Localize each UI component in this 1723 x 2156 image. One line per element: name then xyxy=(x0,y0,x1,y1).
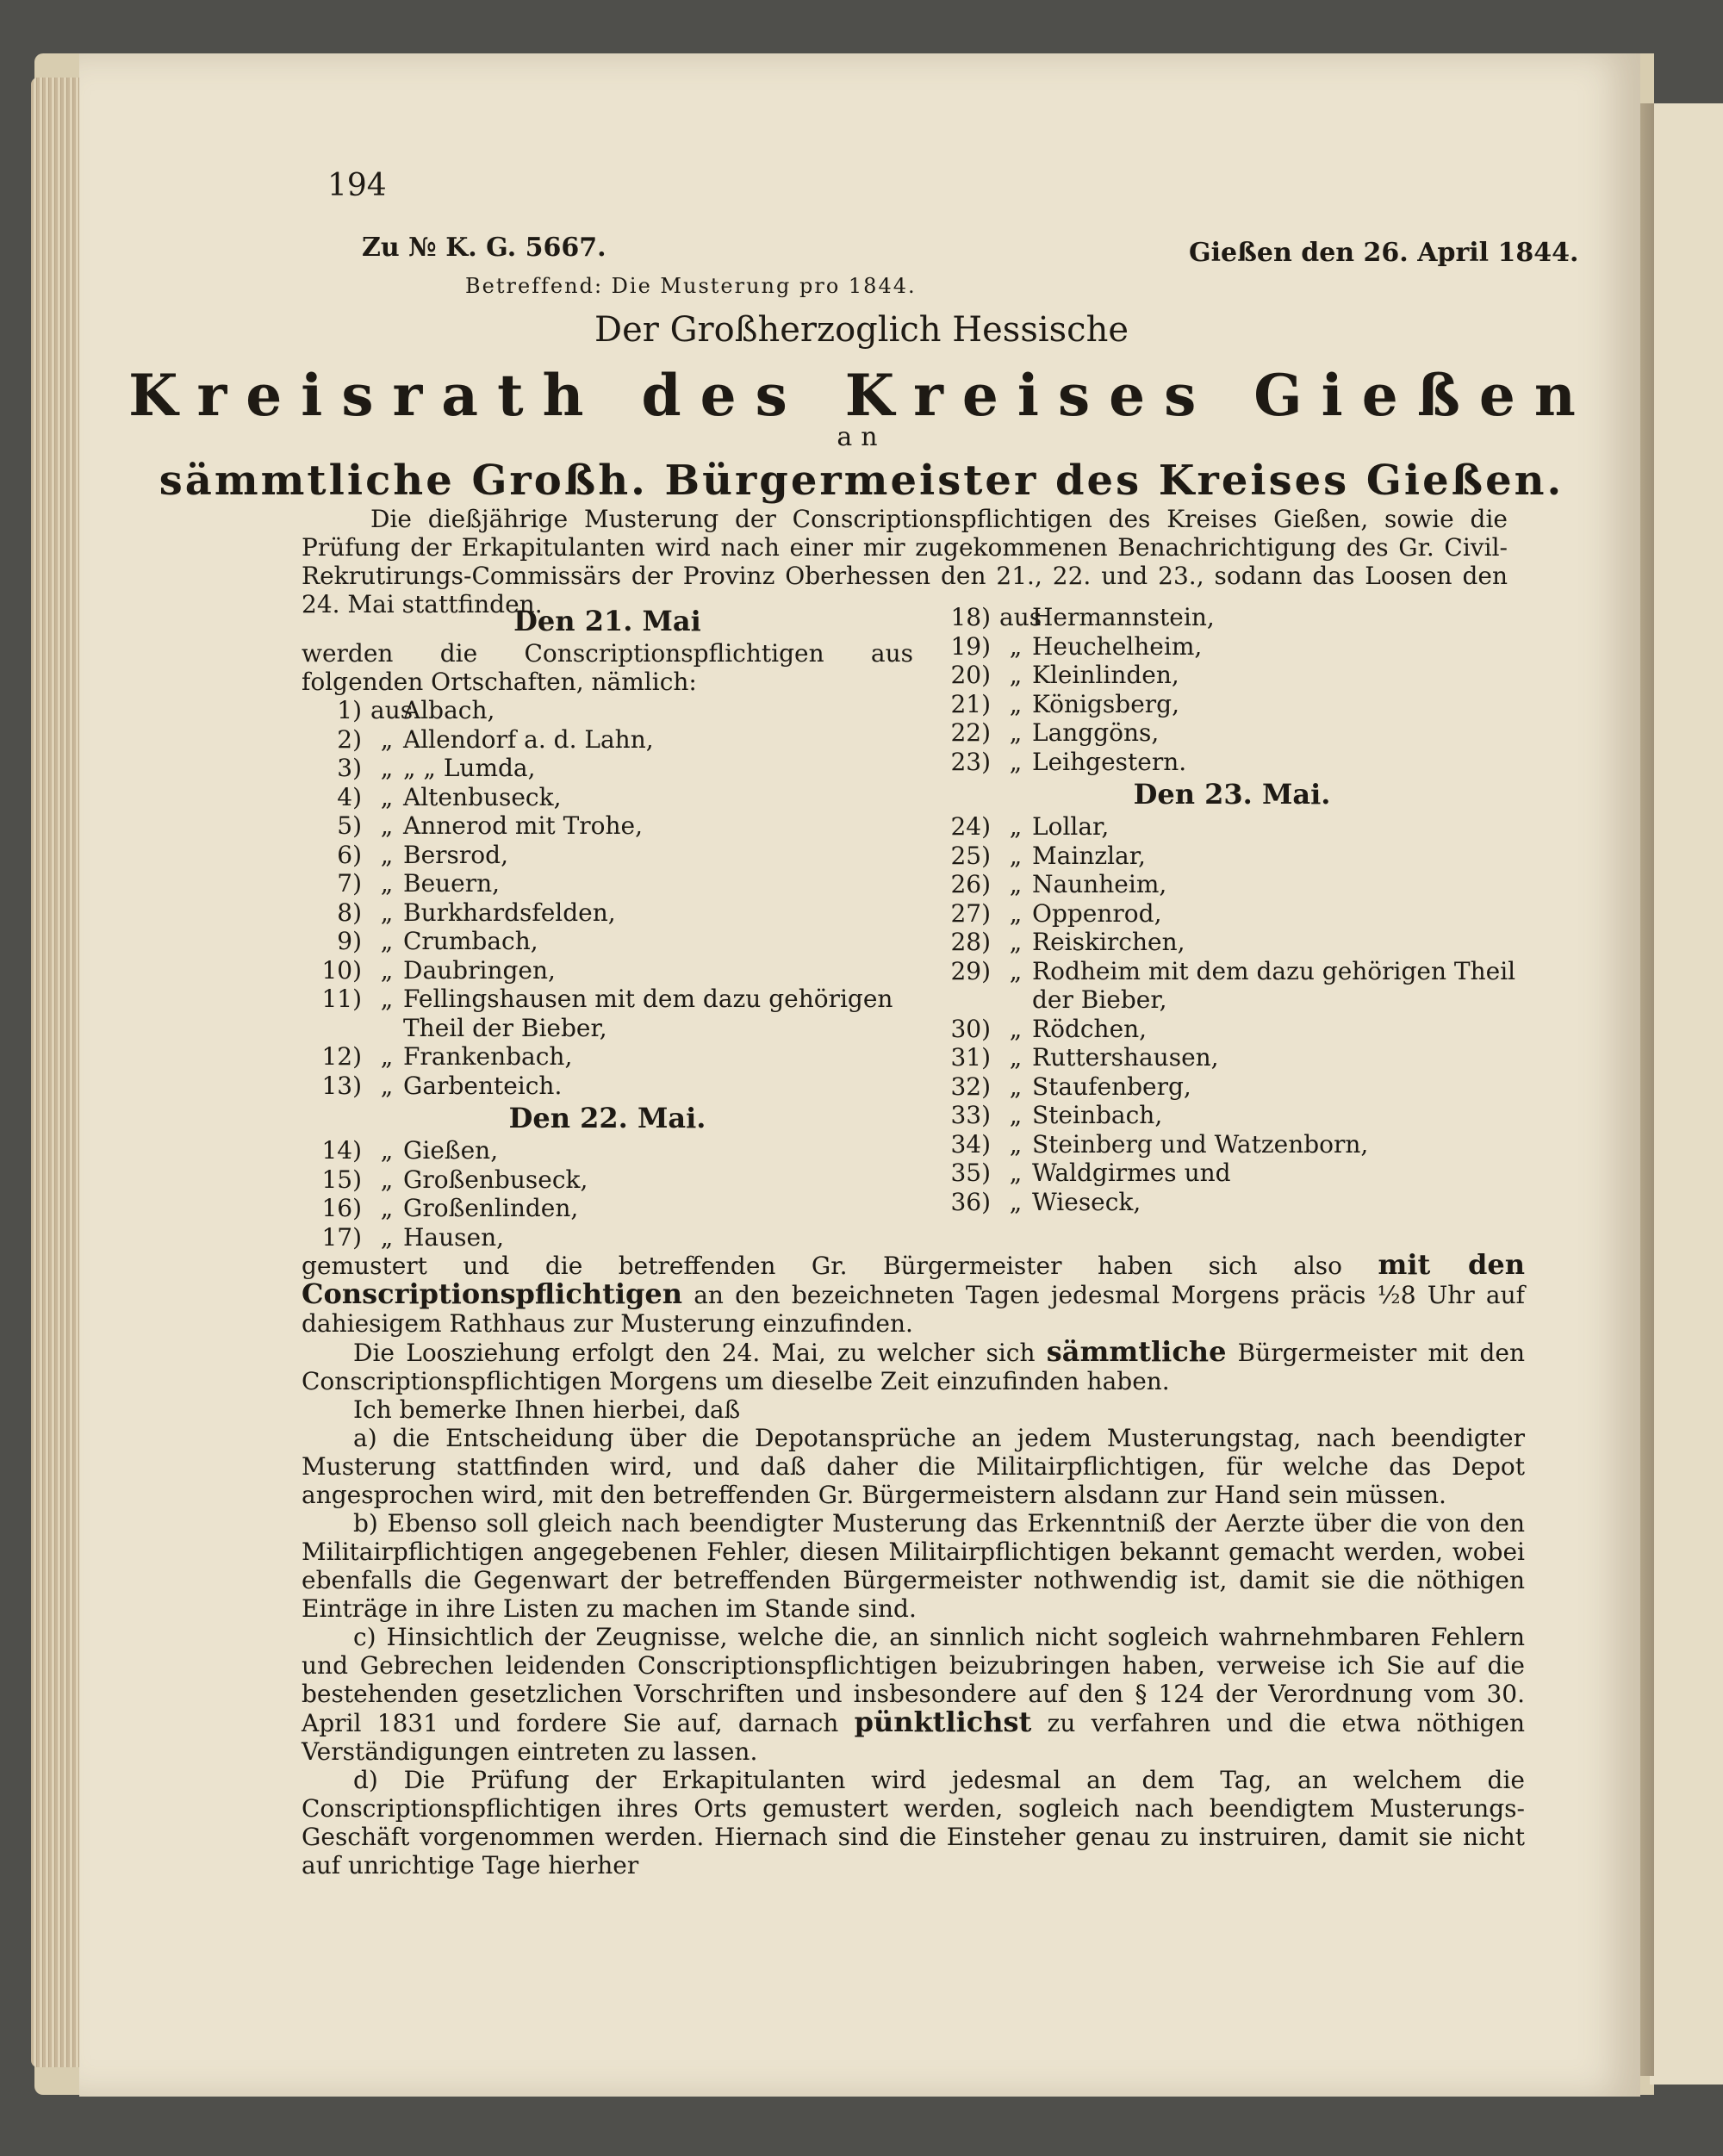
item-mark: „ xyxy=(1009,812,1023,841)
item-place-name: Burkhardsfelden, xyxy=(403,898,616,927)
list-item xyxy=(930,957,1533,986)
item-mark: „ xyxy=(380,1071,394,1100)
paragraph-b: b) Ebenso soll gleich nach beendigter Musterung das Erkenntniß der Aerzte über die von den Militairpflichtigen angegebenen Fehler, diesen Militairpflichtigen bekannt gemacht werden, wobei ebenfalls die Gegenwart der betreffenden Bürgermeister nothwendig ist, damit sie die nöthigen Einträge in ihre Listen zu machen im Stande sind. xyxy=(302,1509,1525,1623)
list-item xyxy=(302,1072,913,1101)
item-place-name: Naunheim, xyxy=(1032,870,1167,898)
item-place-name: Staufenberg, xyxy=(1032,1072,1191,1101)
item-mark: „ xyxy=(380,1136,394,1165)
item-place-name: Oppenrod, xyxy=(1032,898,1162,928)
item-place-name: Mainzlar, xyxy=(1032,841,1146,870)
item-place-name: Langgöns, xyxy=(1032,718,1160,747)
item-place-name: Frankenbach, xyxy=(403,1042,573,1071)
item-mark: „ xyxy=(380,1194,394,1222)
list-item xyxy=(302,1223,913,1252)
day22-heading: Den 22. Mai. xyxy=(508,1102,706,1134)
item-mark: „ xyxy=(380,869,394,898)
list-item xyxy=(302,927,913,956)
item-place-name: Königsberg, xyxy=(1032,689,1180,718)
day21-list xyxy=(302,696,913,1100)
item-number: 30) xyxy=(950,1014,991,1043)
item-number: 34) xyxy=(950,1129,991,1159)
item-number: 12) xyxy=(321,1042,362,1071)
list-item xyxy=(930,1043,1533,1072)
item-place-name: Rödchen, xyxy=(1032,1014,1148,1043)
day23-heading: Den 23. Mai. xyxy=(1133,778,1331,811)
item-mark: „ xyxy=(1009,1159,1023,1187)
item-number: 23) xyxy=(950,747,991,776)
item-mark: „ xyxy=(1009,1014,1023,1043)
item-number: 29) xyxy=(950,956,991,985)
list-item xyxy=(930,748,1533,777)
item-number: 9) xyxy=(337,927,362,955)
item-mark: „ xyxy=(1009,1101,1023,1129)
item-number: 4) xyxy=(337,782,362,811)
emphasis-conscription: mit den Conscriptionspflichtigen xyxy=(302,1248,1525,1310)
item-place-name: Steinbach, xyxy=(1032,1101,1163,1129)
item-place-name: Theil der Bieber, xyxy=(403,1013,607,1042)
item-number: 19) xyxy=(950,631,991,661)
day21-lead: werden die Conscriptionspflichtigen aus folgenden Ortschaften, nämlich: xyxy=(302,639,913,696)
item-place-name: Waldgirmes und xyxy=(1032,1159,1231,1187)
place-date: Gießen den 26. April 1844. xyxy=(1189,238,1579,268)
item-place-name: Fellingshausen mit dem dazu gehörigen xyxy=(403,985,893,1013)
list-item xyxy=(930,1101,1533,1130)
list-item xyxy=(930,812,1533,842)
item-mark: „ xyxy=(380,724,394,754)
list-item xyxy=(930,1072,1533,1102)
item-place-name: Annerod mit Trohe, xyxy=(403,811,644,840)
item-number: 17) xyxy=(321,1222,362,1252)
intro-paragraph: Die dießjährige Musterung der Conscriptionspflichtigen des Kreises Gießen, sowie die Prüfung der Erkapitulanten wird nach einer mir zugekommenen Benachrichtigung des Gr. Civil-Rekrutirungs-Commissärs der Provinz Oberhessen den 21., 22. und 23., sodann das Loosen den 24. Mai stattfinden. xyxy=(302,505,1508,618)
item-mark: „ xyxy=(1009,841,1023,870)
heading-line-1: Der Großherzoglich Hessische xyxy=(594,310,1129,350)
paragraph-d: d) Die Prüfung der Erkapitulanten wird jedesmal an dem Tag, an welchem die Conscriptionspflichtigen ihres Orts gemustert werden, sogleich nach beendigtem Musterungs-Geschäft vorgenommen werden. Hiernach sind die Einsteher genau zu instruiren, damit sie nicht auf unrichtige Tage hierher xyxy=(302,1766,1525,1880)
item-mark: „ xyxy=(1009,661,1023,689)
item-number: 26) xyxy=(950,870,991,898)
item-place-name: Gießen, xyxy=(403,1136,499,1165)
item-mark: „ xyxy=(380,840,394,869)
item-mark: „ xyxy=(380,1222,394,1252)
item-mark: „ xyxy=(1009,956,1023,985)
item-place-name: Lollar, xyxy=(1032,812,1110,841)
list-item xyxy=(930,632,1533,662)
item-place-name: Hermannstein, xyxy=(1032,603,1215,631)
item-mark: „ xyxy=(1009,718,1023,747)
item-place-name: Bersrod, xyxy=(403,840,508,869)
list-item xyxy=(302,985,913,1014)
item-number: 14) xyxy=(321,1136,362,1165)
item-number: 8) xyxy=(337,898,362,927)
item-number: 35) xyxy=(950,1159,991,1187)
item-mark: „ xyxy=(1009,747,1023,776)
item-place-name: Großenlinden, xyxy=(403,1194,579,1222)
item-place-name: Altenbuseck, xyxy=(403,782,562,811)
item-number: 2) xyxy=(337,724,362,754)
paragraph-loosziehung: Die Loosziehung erfolgt den 24. Mai, zu welcher sich sämmtliche Bürgermeister mit den Conscriptionspflichtigen Morgens um dieselbe Zeit einzufinden haben. xyxy=(302,1335,1525,1395)
item-place-name: Albach, xyxy=(403,696,495,724)
item-number: 6) xyxy=(337,840,362,869)
item-mark: „ xyxy=(1009,689,1023,718)
day23-list xyxy=(930,812,1533,1216)
item-number: 16) xyxy=(321,1194,362,1222)
item-number: 15) xyxy=(321,1165,362,1194)
item-place-name: Heuchelheim, xyxy=(1032,631,1203,661)
list-item xyxy=(930,842,1533,871)
list-item xyxy=(930,870,1533,899)
subject-line: Betreffend: Die Musterung pro 1844. xyxy=(465,274,917,298)
item-number: 11) xyxy=(321,985,362,1013)
list-item xyxy=(930,985,1533,1015)
item-number: 1) xyxy=(337,696,362,724)
item-mark: „ xyxy=(380,1165,394,1194)
item-mark: „ xyxy=(1009,928,1023,956)
item-place-name: „ „ Lumda, xyxy=(403,754,536,782)
item-mark: „ xyxy=(380,927,394,955)
item-number: 13) xyxy=(321,1071,362,1100)
heading-an: an xyxy=(837,422,886,452)
item-number: 3) xyxy=(337,754,362,782)
body-text xyxy=(302,1248,1525,1880)
item-mark: „ xyxy=(1009,870,1023,898)
list-item xyxy=(302,841,913,870)
list-item xyxy=(930,718,1533,748)
paragraph-muster: gemustert und die betreffenden Gr. Bürgermeister haben sich also mit den Conscriptionspflichtigen an den bezeichneten Tagen jedesmal Morgens präcis ½8 Uhr auf dahiesigem Rathhaus zur Musterung einzufinden. xyxy=(302,1248,1525,1338)
item-place-name: Großenbuseck, xyxy=(403,1165,588,1194)
item-number: 32) xyxy=(950,1072,991,1101)
list-item xyxy=(302,783,913,812)
item-mark: „ xyxy=(380,955,394,985)
paragraph-bemerke: Ich bemerke Ihnen hierbei, daß xyxy=(353,1395,741,1424)
list-item xyxy=(302,1014,913,1043)
item-number: 18) xyxy=(950,603,991,631)
item-place-name: Rodheim mit dem dazu gehörigen Theil xyxy=(1032,956,1516,985)
list-item xyxy=(302,1194,913,1223)
item-number: 31) xyxy=(950,1043,991,1072)
item-mark: „ xyxy=(1009,631,1023,661)
item-mark: „ xyxy=(1009,1187,1023,1216)
item-place-name: Allendorf a. d. Lahn, xyxy=(403,724,654,754)
day22-list xyxy=(302,1136,913,1252)
item-place-name: Kleinlinden, xyxy=(1032,661,1179,689)
item-mark: „ xyxy=(380,811,394,840)
list-item xyxy=(930,1130,1533,1159)
list-item xyxy=(302,1042,913,1072)
item-place-name: Wieseck, xyxy=(1032,1187,1141,1216)
item-mark: aus xyxy=(999,603,1042,631)
item-mark: „ xyxy=(1009,898,1023,928)
page-number: 194 xyxy=(327,168,387,203)
list-item xyxy=(302,696,913,725)
list-item xyxy=(930,603,1533,632)
item-mark xyxy=(999,985,1032,1015)
list-item xyxy=(930,1159,1533,1188)
paragraph-a: a) die Entscheidung über die Depotansprüche an jedem Musterungstag, nach beendigter Musterung stattfinden wird, und daß daher die Militairpflichtigen, für welche das Depot angesprochen wird, mit den betreffenden Gr. Bürgermeistern alsdann zur Hand sein müssen. xyxy=(302,1424,1525,1509)
list-item xyxy=(302,725,913,755)
item-number: 36) xyxy=(950,1187,991,1216)
item-number: 10) xyxy=(321,955,362,985)
list-item xyxy=(302,956,913,985)
item-place-name: Ruttershausen, xyxy=(1032,1043,1219,1072)
item-mark: „ xyxy=(380,898,394,927)
item-place-name: Hausen, xyxy=(403,1222,505,1252)
emphasis-saemmtliche: sämmtliche xyxy=(1046,1335,1227,1368)
list-item xyxy=(930,661,1533,690)
item-mark: „ xyxy=(380,782,394,811)
list-item xyxy=(930,928,1533,957)
list-item xyxy=(302,898,913,928)
left-column xyxy=(302,603,913,1252)
item-place-name: Beuern, xyxy=(403,869,501,898)
item-place-name: der Bieber, xyxy=(1032,985,1167,1014)
paragraph-c: c) Hinsichtlich der Zeugnisse, welche die, an sinnlich nicht sogleich wahrnehmbaren Fehlern und Gebrechen leidenden Conscriptionspflichtigen beizubringen haben, verweise ich Sie auf die bestehenden gesetzlichen Vorschriften und insbesondere auf den § 124 der Verordnung vom 30. April 1831 und fordere Sie auf, darnach pünktlichst zu verfahren und die etwa nöthigen Verständigungen eintreten zu lassen. xyxy=(302,1623,1525,1766)
list-item xyxy=(302,869,913,898)
item-number: 28) xyxy=(950,928,991,956)
item-mark xyxy=(370,1014,403,1043)
list-item xyxy=(302,1136,913,1165)
day22-list-continued xyxy=(930,603,1533,776)
item-place-name: Garbenteich. xyxy=(403,1071,563,1100)
list-item xyxy=(930,690,1533,719)
heading-line-2: Kreisrath des Kreises Gießen xyxy=(128,362,1595,429)
day21-heading: Den 21. Mai xyxy=(513,605,701,637)
item-place-name: Daubringen, xyxy=(403,955,556,985)
item-place-name: Reiskirchen, xyxy=(1032,928,1185,956)
item-place-name: Crumbach, xyxy=(403,927,538,955)
item-number: 25) xyxy=(950,841,991,870)
item-number xyxy=(302,1014,370,1043)
item-mark: „ xyxy=(1009,1043,1023,1072)
list-item xyxy=(930,1188,1533,1217)
item-mark: „ xyxy=(380,985,394,1013)
list-item xyxy=(930,1015,1533,1044)
item-mark: aus xyxy=(370,696,414,724)
list-item xyxy=(302,1165,913,1195)
list-item xyxy=(930,899,1533,929)
item-number: 22) xyxy=(950,718,991,747)
item-place-name: Steinberg und Watzenborn, xyxy=(1032,1129,1369,1159)
item-place-name: Leihgestern. xyxy=(1032,747,1187,776)
item-number: 33) xyxy=(950,1101,991,1129)
item-mark: „ xyxy=(380,1042,394,1071)
item-mark: „ xyxy=(1009,1072,1023,1101)
right-column xyxy=(930,603,1533,1216)
item-number: 21) xyxy=(950,689,991,718)
item-number: 24) xyxy=(950,812,991,841)
heading-line-3: sämmtliche Großh. Bürgermeister des Kreises Gießen. xyxy=(159,457,1564,505)
item-mark: „ xyxy=(1009,1129,1023,1159)
item-mark: „ xyxy=(380,754,394,782)
item-number: 5) xyxy=(337,811,362,840)
list-item xyxy=(302,754,913,783)
emphasis-puenktlichst: pünktlichst xyxy=(854,1706,1032,1738)
item-number: 27) xyxy=(950,898,991,928)
item-number: 7) xyxy=(337,869,362,898)
reference-number: Zu № K. G. 5667. xyxy=(362,233,606,263)
item-number: 20) xyxy=(950,661,991,689)
item-number xyxy=(930,985,999,1015)
list-item xyxy=(302,811,913,841)
